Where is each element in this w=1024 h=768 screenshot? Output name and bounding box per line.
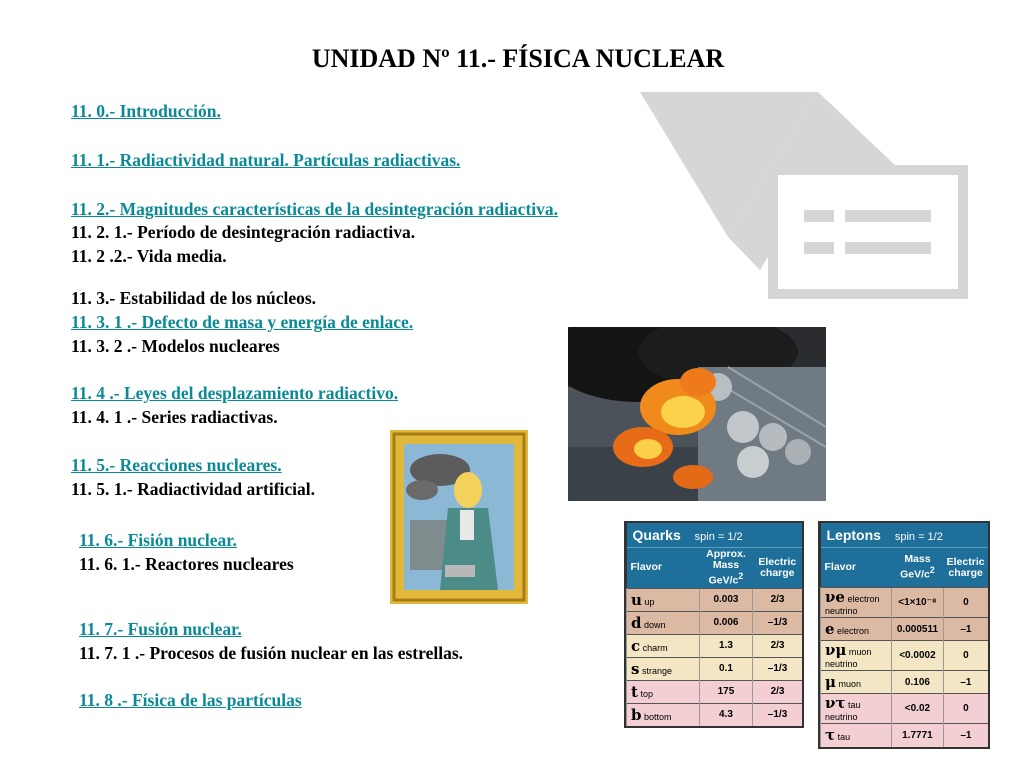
leptons-charge: 0	[943, 694, 988, 724]
quarks-row	[627, 588, 803, 611]
leptons-row	[821, 641, 989, 671]
leptons-symbol: μ	[825, 673, 836, 691]
quarks-mass: 0.003	[699, 588, 752, 611]
leptons-row	[821, 588, 989, 618]
quarks-charge: –1/3	[753, 703, 802, 726]
leptons-mass: <0.02	[892, 694, 944, 724]
quarks-mass: 1.3	[699, 634, 752, 657]
leptons-symbol: e	[825, 620, 835, 638]
leptons-col-flavor: Flavor	[821, 548, 892, 588]
quarks-symbol: s	[631, 659, 640, 678]
leptons-row	[821, 618, 989, 641]
quarks-charge: –1/3	[753, 611, 802, 634]
leptons-title: Leptons spin = 1/2	[826, 527, 943, 543]
leptons-name: muon	[835, 679, 861, 689]
quarks-row	[627, 657, 803, 680]
link-reacciones-nucleares[interactable]: 11. 5.- Reacciones nucleares.	[71, 455, 282, 475]
leptons-row	[821, 694, 989, 724]
link-radiactividad-natural[interactable]: 11. 1.- Radiactividad natural. Partículas radiactivas.	[71, 150, 461, 170]
nuclear-plant-fire-photo	[568, 327, 826, 501]
item-reactores-nucleares: 11. 6. 1.- Reactores nucleares	[79, 554, 294, 574]
leptons-mass: 1.7771	[892, 724, 944, 747]
quarks-mass: 0.1	[699, 657, 752, 680]
quarks-symbol: d	[631, 613, 642, 632]
link-magnitudes[interactable]: 11. 2.- Magnitudes características de la desintegración radiactiva.	[71, 199, 559, 219]
leptons-symbol: ντ	[825, 694, 846, 712]
link-introduccion[interactable]: 11. 0.- Introducción.	[71, 101, 221, 121]
quarks-mass: 0.006	[699, 611, 752, 634]
quarks-symbol: t	[631, 682, 638, 701]
leptons-charge: 0	[943, 641, 988, 671]
leptons-symbol: τ	[825, 726, 836, 745]
leptons-name: electron neutrino	[825, 594, 880, 616]
item-vida-media: 11. 2 .2.- Vida media.	[71, 246, 227, 266]
quarks-charge: 2/3	[753, 588, 802, 611]
quarks-col-mass: Approx. Mass GeV/$c^2$	[699, 548, 752, 589]
quarks-name: charm	[640, 642, 668, 653]
leptons-col-mass: Mass GeV/$c^2$	[892, 548, 944, 588]
leptons-name: tau	[835, 732, 851, 743]
quarks-row	[627, 703, 803, 726]
leptons-mass: <1×10⁻⁸	[892, 588, 944, 618]
link-fusion-nuclear[interactable]: 11. 7.- Fusión nuclear.	[79, 619, 242, 639]
leptons-charge: 0	[943, 588, 988, 618]
quarks-charge: 2/3	[753, 634, 802, 657]
item-estabilidad: 11. 3.- Estabilidad de los núcleos.	[71, 288, 317, 308]
quarks-col-flavor: Flavor	[627, 548, 700, 589]
leptons-table	[818, 521, 990, 749]
quarks-table	[624, 521, 804, 728]
quarks-col-charge: Electric charge	[753, 548, 802, 589]
quarks-symbol: u	[631, 590, 642, 609]
quarks-symbol: c	[631, 636, 641, 655]
item-fusion-estrellas: 11. 7. 1 .- Procesos de fusión nuclear en las estrellas.	[79, 643, 464, 663]
leptons-symbol: νμ	[825, 641, 847, 659]
quarks-name: bottom	[641, 711, 672, 722]
leptons-name: electron	[834, 626, 870, 636]
item-periodo: 11. 2. 1.- Período de desintegración radiactiva.	[71, 222, 416, 242]
document-arrow-icon	[640, 92, 980, 307]
leptons-charge: –1	[943, 618, 988, 641]
quarks-row	[627, 611, 803, 634]
quarks-name: down	[641, 619, 666, 630]
leptons-symbol: νe	[825, 588, 845, 606]
quarks-row	[627, 634, 803, 657]
leptons-mass: 0.000511	[892, 618, 944, 641]
leptons-row	[821, 671, 989, 694]
framed-portrait-image	[390, 430, 528, 604]
link-fision-nuclear[interactable]: 11. 6.- Fisión nuclear.	[79, 530, 237, 550]
leptons-name: tau neutrino	[825, 700, 861, 722]
quarks-mass: 4.3	[699, 703, 752, 726]
leptons-mass: <0.0002	[892, 641, 944, 671]
page-title: UNIDAD Nº 11.- FÍSICA NUCLEAR	[311, 44, 725, 73]
leptons-mass: 0.106	[892, 671, 944, 694]
link-fisica-particulas[interactable]: 11. 8 .- Física de las partículas	[79, 690, 302, 710]
leptons-charge: –1	[943, 724, 988, 747]
quarks-charge: 2/3	[753, 680, 802, 703]
leptons-charge: –1	[943, 671, 988, 694]
quarks-mass: 175	[699, 680, 752, 703]
item-series-radiactivas: 11. 4. 1 .- Series radiactivas.	[71, 407, 278, 427]
item-modelos-nucleares: 11. 3. 2 .- Modelos nucleares	[71, 336, 280, 356]
leptons-col-charge: Electric charge	[943, 548, 988, 588]
leptons-row	[821, 724, 989, 747]
link-leyes-desplazamiento[interactable]: 11. 4 .- Leyes del desplazamiento radiactivo.	[71, 383, 399, 403]
item-radiactividad-artificial: 11. 5. 1.- Radiactividad artificial.	[71, 479, 316, 499]
quarks-symbol: b	[631, 705, 642, 724]
link-defecto-masa[interactable]: 11. 3. 1 .- Defecto de masa y energía de enlace.	[71, 312, 414, 332]
leptons-name: muon neutrino	[825, 647, 872, 669]
quarks-name: up	[641, 596, 655, 607]
quarks-row	[627, 680, 803, 703]
quarks-charge: –1/3	[753, 657, 802, 680]
quarks-title: Quarks spin = 1/2	[632, 527, 743, 543]
quarks-name: strange	[639, 665, 672, 676]
quarks-name: top	[637, 688, 653, 699]
